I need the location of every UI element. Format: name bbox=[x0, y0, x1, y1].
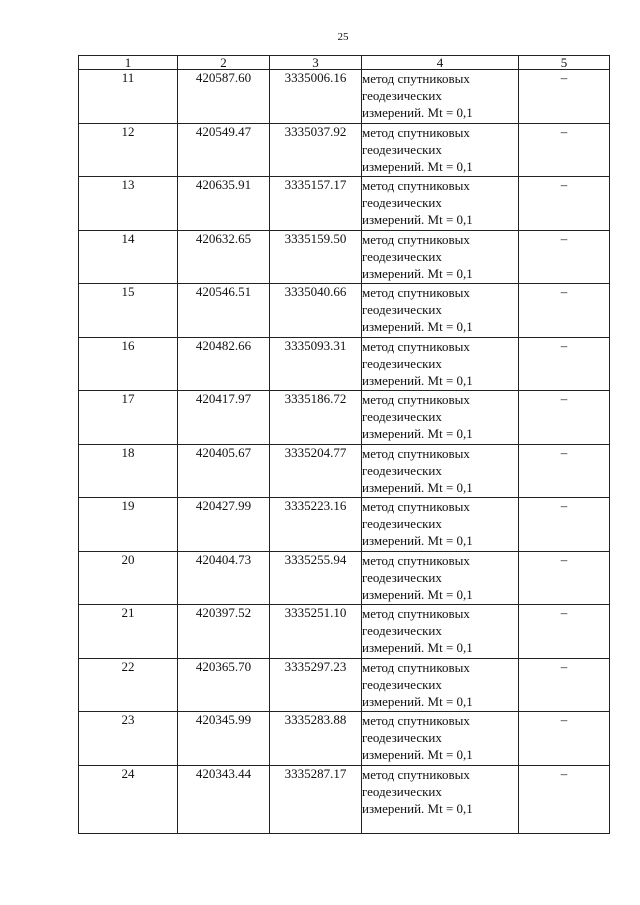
coordinate-y: 3335255.94 bbox=[270, 551, 362, 605]
method-line: измерений. Mt = 0,1 bbox=[362, 533, 473, 548]
method-line: измерений. Mt = 0,1 bbox=[362, 372, 473, 388]
coordinate-x: 420404.73 bbox=[178, 551, 270, 605]
empty-value-dash: – bbox=[519, 444, 610, 498]
coordinate-y: 3335223.16 bbox=[270, 498, 362, 552]
table-row bbox=[79, 658, 610, 712]
method-cell bbox=[362, 551, 519, 605]
empty-value-dash: – bbox=[519, 391, 610, 445]
method-line: измерений. Mt = 0,1 bbox=[362, 212, 473, 227]
method-line: геодезических bbox=[362, 730, 442, 745]
column-header: 5 bbox=[519, 56, 610, 70]
method-line: метод спутниковых bbox=[362, 659, 470, 675]
method-line: геодезических bbox=[362, 409, 442, 424]
method-line: метод спутниковых bbox=[362, 766, 470, 782]
coordinate-y: 3335287.17 bbox=[270, 765, 362, 833]
method-cell bbox=[362, 230, 519, 284]
coordinate-y: 3335093.31 bbox=[270, 337, 362, 391]
coordinate-x: 420397.52 bbox=[178, 605, 270, 659]
empty-value-dash: – bbox=[519, 498, 610, 552]
empty-value-dash: – bbox=[519, 658, 610, 712]
table-row bbox=[79, 391, 610, 445]
method-line: геодезических bbox=[362, 141, 442, 157]
point-number: 15 bbox=[79, 284, 178, 338]
table-row bbox=[79, 230, 610, 284]
point-number: 12 bbox=[79, 123, 178, 177]
table-header-row bbox=[79, 56, 610, 70]
empty-value-dash: – bbox=[519, 70, 610, 124]
point-number: 22 bbox=[79, 658, 178, 712]
column-header: 3 bbox=[270, 56, 362, 70]
coordinate-y: 3335297.23 bbox=[270, 658, 362, 712]
method-line: метод спутниковых bbox=[362, 178, 470, 193]
coordinate-y: 3335251.10 bbox=[270, 605, 362, 659]
method-line: геодезических bbox=[362, 248, 442, 264]
coordinate-x: 420345.99 bbox=[178, 712, 270, 766]
table-row bbox=[79, 551, 610, 605]
method-line: метод спутниковых bbox=[362, 124, 470, 140]
method-line: метод спутниковых bbox=[362, 552, 470, 568]
method-line: геодезических bbox=[362, 195, 442, 210]
coordinate-x: 420635.91 bbox=[178, 177, 270, 231]
method-cell bbox=[362, 658, 519, 712]
table-row bbox=[79, 177, 610, 231]
method-line: измерений. Mt = 0,1 bbox=[362, 640, 473, 655]
method-line: измерений. Mt = 0,1 bbox=[362, 479, 473, 495]
point-number: 23 bbox=[79, 712, 178, 766]
page-number: 25 bbox=[337, 31, 349, 43]
method-line: измерений. Mt = 0,1 bbox=[362, 158, 473, 174]
point-number: 21 bbox=[79, 605, 178, 659]
method-cell bbox=[362, 712, 519, 766]
coordinate-y: 3335159.50 bbox=[270, 230, 362, 284]
point-number: 16 bbox=[79, 337, 178, 391]
coordinate-y: 3335157.17 bbox=[270, 177, 362, 231]
method-cell bbox=[362, 70, 519, 124]
method-line: измерений. Mt = 0,1 bbox=[362, 265, 473, 281]
point-number: 14 bbox=[79, 230, 178, 284]
method-line: геодезических bbox=[362, 355, 442, 371]
point-number: 24 bbox=[79, 765, 178, 833]
table-row bbox=[79, 284, 610, 338]
point-number: 19 bbox=[79, 498, 178, 552]
coordinate-y: 3335186.72 bbox=[270, 391, 362, 445]
method-line: геодезических bbox=[362, 462, 442, 478]
empty-value-dash: – bbox=[519, 605, 610, 659]
method-line: метод спутниковых bbox=[362, 231, 470, 247]
coordinate-x: 420343.44 bbox=[178, 765, 270, 833]
coordinates-table bbox=[78, 55, 610, 834]
coordinate-x: 420427.99 bbox=[178, 498, 270, 552]
column-header: 2 bbox=[178, 56, 270, 70]
table-body bbox=[79, 70, 610, 834]
table-row bbox=[79, 498, 610, 552]
point-number: 18 bbox=[79, 444, 178, 498]
method-line: геодезических bbox=[362, 516, 442, 531]
method-line: геодезических bbox=[362, 569, 442, 585]
table-row bbox=[79, 765, 610, 833]
method-line: геодезических bbox=[362, 676, 442, 692]
empty-value-dash: – bbox=[519, 551, 610, 605]
point-number: 20 bbox=[79, 551, 178, 605]
empty-value-dash: – bbox=[519, 230, 610, 284]
method-line: метод спутниковых bbox=[362, 606, 470, 621]
method-cell bbox=[362, 605, 519, 659]
point-number: 17 bbox=[79, 391, 178, 445]
method-line: метод спутниковых bbox=[362, 285, 470, 300]
method-cell bbox=[362, 123, 519, 177]
method-cell bbox=[362, 765, 519, 833]
empty-value-dash: – bbox=[519, 123, 610, 177]
point-number: 11 bbox=[79, 70, 178, 124]
empty-value-dash: – bbox=[519, 712, 610, 766]
method-line: измерений. Mt = 0,1 bbox=[362, 319, 473, 334]
empty-value-dash: – bbox=[519, 337, 610, 391]
coordinate-x: 420632.65 bbox=[178, 230, 270, 284]
coordinate-x: 420405.67 bbox=[178, 444, 270, 498]
method-line: измерений. Mt = 0,1 bbox=[362, 586, 473, 602]
column-header: 4 bbox=[362, 56, 519, 70]
method-cell bbox=[362, 391, 519, 445]
method-line: геодезических bbox=[362, 88, 442, 103]
point-number: 13 bbox=[79, 177, 178, 231]
method-line: метод спутниковых bbox=[362, 71, 470, 86]
coordinate-y: 3335283.88 bbox=[270, 712, 362, 766]
coordinate-x: 420365.70 bbox=[178, 658, 270, 712]
method-cell bbox=[362, 444, 519, 498]
coordinate-x: 420549.47 bbox=[178, 123, 270, 177]
method-line: метод спутниковых bbox=[362, 338, 470, 354]
method-line: измерений. Mt = 0,1 bbox=[362, 105, 473, 120]
method-line: измерений. Mt = 0,1 bbox=[362, 800, 473, 816]
coordinate-y: 3335037.92 bbox=[270, 123, 362, 177]
method-line: измерений. Mt = 0,1 bbox=[362, 426, 473, 441]
coordinate-x: 420587.60 bbox=[178, 70, 270, 124]
method-line: измерений. Mt = 0,1 bbox=[362, 747, 473, 762]
method-line: измерений. Mt = 0,1 bbox=[362, 693, 473, 709]
method-cell bbox=[362, 498, 519, 552]
coordinate-x: 420482.66 bbox=[178, 337, 270, 391]
method-line: геодезических bbox=[362, 623, 442, 638]
table-row bbox=[79, 712, 610, 766]
method-line: метод спутниковых bbox=[362, 713, 470, 728]
table-row bbox=[79, 605, 610, 659]
method-line: геодезических bbox=[362, 302, 442, 317]
method-line: метод спутниковых bbox=[362, 392, 470, 407]
table-row bbox=[79, 123, 610, 177]
method-line: метод спутниковых bbox=[362, 499, 470, 514]
coordinate-x: 420546.51 bbox=[178, 284, 270, 338]
coordinate-y: 3335040.66 bbox=[270, 284, 362, 338]
coordinate-x: 420417.97 bbox=[178, 391, 270, 445]
empty-value-dash: – bbox=[519, 177, 610, 231]
method-line: геодезических bbox=[362, 783, 442, 799]
method-line: метод спутниковых bbox=[362, 445, 470, 461]
empty-value-dash: – bbox=[519, 284, 610, 338]
empty-value-dash: – bbox=[519, 765, 610, 833]
table-row bbox=[79, 337, 610, 391]
method-cell bbox=[362, 337, 519, 391]
method-cell bbox=[362, 177, 519, 231]
method-cell bbox=[362, 284, 519, 338]
table-row bbox=[79, 70, 610, 124]
coordinate-y: 3335006.16 bbox=[270, 70, 362, 124]
table-row bbox=[79, 444, 610, 498]
coordinate-y: 3335204.77 bbox=[270, 444, 362, 498]
column-header: 1 bbox=[79, 56, 178, 70]
